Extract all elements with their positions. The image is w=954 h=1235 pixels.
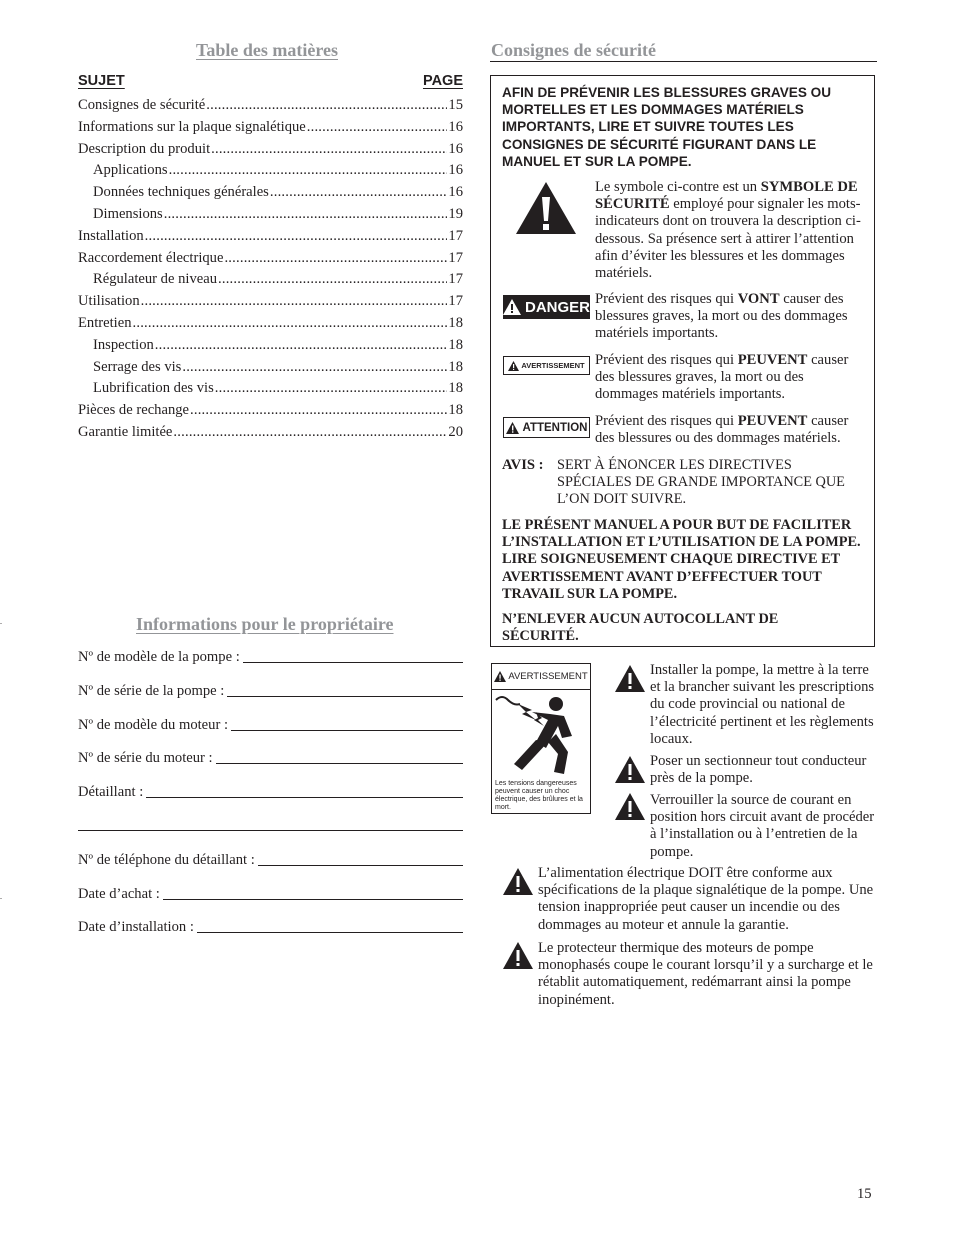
toc-entry-page: 17 (448, 227, 463, 244)
shock-sign-triangle-icon (494, 671, 506, 682)
toc-entry-label: Applications (93, 162, 168, 179)
fill-line[interactable] (231, 730, 463, 731)
toc-leader-dots (133, 313, 448, 335)
caution-label (503, 417, 590, 438)
fill-line[interactable] (227, 696, 463, 697)
toc-entry[interactable] (78, 139, 463, 161)
toc-leader-dots (224, 248, 447, 270)
toc-entry-page: 16 (448, 118, 463, 135)
toc-entry-page: 18 (448, 336, 463, 353)
toc-entry-label: Régulateur de niveau (93, 271, 217, 288)
toc-entry[interactable] (78, 160, 463, 182)
field-label: Détaillant : (78, 784, 144, 800)
danger-text-bold: VONT (737, 291, 780, 307)
danger-text-part: causer des blessures graves, la mort ou des dommages matériels importants. (595, 291, 848, 342)
toc-entry-page: 18 (448, 358, 463, 375)
toc-entry[interactable] (78, 226, 463, 248)
toc-leader-dots (141, 291, 448, 313)
avis-label: AVIS : (502, 457, 544, 473)
toc-leader-dots (164, 204, 448, 226)
danger-description (595, 291, 865, 343)
toc-page-header: PAGE (422, 73, 463, 89)
toc-entry[interactable] (78, 117, 463, 139)
toc-entry-page: 17 (448, 293, 463, 310)
margin-mark: . (0, 892, 2, 901)
shock-sign-label: AVERTISSEMENT (508, 671, 588, 682)
symbol-text-bold: SYMBOLE DE SÉCURITÉ (595, 179, 858, 213)
toc-entry-page: 18 (448, 402, 463, 419)
toc-leader-dots (211, 139, 447, 161)
fill-line[interactable] (258, 865, 463, 866)
warning-thermal-protector: Le protecteur thermique des moteurs de pompe monophasés coupe le courant lorsqu’il y a surcharge et le rétablit automatiquement, redémarrant ainsi la pompe inopinément. (538, 940, 873, 1008)
safety-title: Consignes de sécurité (491, 40, 656, 60)
field-label: Nº de série de la pompe : (78, 683, 225, 699)
warning-grounding: Installer la pompe, la mettre à la terre et la brancher suivant les prescriptions du code provincial ou national de l’électricité pertinent et les règlements locaux. (650, 662, 875, 747)
warning-triangle-icon (615, 665, 645, 692)
toc-entry-label: Pièces de rechange (78, 402, 190, 419)
warning-lockout: Verrouiller la source de courant en position hors circuit avant de procéder à l’installation ou à l’entretien de la pompe. (650, 792, 875, 860)
toc-entry-page: 19 (448, 205, 463, 222)
field-motor-serial[interactable] (78, 747, 463, 767)
toc-entry[interactable] (78, 291, 463, 313)
warning-triangle-icon (503, 868, 533, 895)
toc-leader-dots (182, 357, 447, 379)
warning-text-bold: PEUVENT (737, 352, 808, 368)
warning-triangle-icon (508, 361, 519, 371)
warning-description (595, 352, 865, 404)
warning-label-text: AVERTISSEMENT (521, 361, 585, 370)
toc-leader-dots (218, 269, 447, 291)
toc-entry-label: Garantie limitée (78, 423, 173, 440)
toc-entry[interactable] (78, 357, 463, 379)
toc-entry-label: Lubrification des vis (93, 380, 214, 397)
sticker-notice: N’ENLEVER AUCUN AUTOCOLLANT DE SÉCURITÉ. (502, 611, 779, 645)
toc-leader-dots (270, 182, 448, 204)
toc-entry-page: 16 (448, 184, 463, 201)
toc-leader-dots (206, 95, 447, 117)
owner-info-title: Informations pour le propriétaire (136, 614, 394, 634)
page-number: 15 (857, 1186, 872, 1202)
field-label: Date d’installation : (78, 919, 194, 935)
table-of-contents (78, 73, 463, 444)
field-label: Nº de série du moteur : (78, 750, 213, 766)
toc-entry[interactable] (78, 182, 463, 204)
safety-definitions-box (490, 75, 875, 647)
toc-leader-dots (145, 226, 448, 248)
toc-entry-page: 17 (448, 249, 463, 266)
safety-alert-symbol-icon (515, 181, 577, 235)
toc-entry-label: Consignes de sécurité (78, 97, 206, 113)
toc-entry-label: Inspection (93, 336, 154, 353)
caution-text-part: Prévient des risques qui (595, 413, 738, 429)
toc-leader-dots (155, 335, 448, 357)
field-purchase-date[interactable] (78, 883, 463, 903)
field-label: Date d’achat : (78, 886, 160, 902)
electric-shock-icon (492, 690, 590, 778)
toc-entry-label: Description du produit (78, 140, 211, 157)
danger-triangle-icon (503, 299, 521, 315)
toc-entry[interactable] (78, 400, 463, 422)
caution-text-part: causer des blessures ou des dommages matériels. (595, 413, 849, 447)
shock-sign-header (492, 664, 590, 690)
toc-entry[interactable] (78, 335, 463, 357)
toc-title: Table des matières (196, 40, 338, 60)
toc-entry[interactable] (78, 378, 463, 400)
toc-subject-header: SUJET (78, 73, 125, 89)
field-dealer[interactable] (78, 781, 463, 801)
toc-entry-label: Installation (78, 227, 144, 244)
field-pump-serial[interactable] (78, 680, 463, 700)
field-label: Nº de téléphone du détaillant : (78, 852, 255, 868)
toc-entry[interactable] (78, 313, 463, 335)
field-label: Nº de modèle de la pompe : (78, 649, 240, 665)
toc-entry[interactable] (78, 422, 463, 444)
toc-entry-label: Données techniques générales (93, 184, 269, 201)
toc-entry-page: 20 (448, 423, 463, 440)
margin-mark: . (0, 617, 2, 626)
field-motor-model[interactable] (78, 714, 463, 734)
warning-power-supply: L’alimentation électrique DOIT être conforme aux spécifications de la plaque signalétique de la pompe. Une tension inappropriée peut causer un incendie ou des dommages au moteur et annule la garantie. (538, 865, 874, 933)
toc-entry-page: 15 (448, 97, 463, 113)
toc-entry-label: Dimensions (93, 205, 163, 222)
toc-entry-page: 16 (448, 140, 463, 157)
toc-entry-label: Serrage des vis (93, 358, 182, 375)
fill-line[interactable] (216, 763, 463, 764)
danger-text-part: Prévient des risques qui (595, 291, 738, 307)
toc-leader-dots (307, 117, 448, 139)
toc-leader-dots (215, 378, 448, 400)
safety-title-rule (490, 61, 877, 62)
danger-label-text: DANGER (524, 298, 590, 316)
warning-disconnect: Poser un sectionneur tout conducteur près de la pompe. (650, 753, 867, 787)
toc-entry-label: Informations sur la plaque signalétique (78, 118, 306, 135)
safety-symbol-description (595, 179, 865, 282)
toc-entry-page: 18 (448, 380, 463, 397)
toc-leader-dots (173, 422, 447, 444)
field-pump-model[interactable] (78, 646, 463, 666)
caution-label-text: ATTENTION (522, 421, 588, 434)
warning-label (503, 356, 590, 375)
field-label: Nº de modèle du moteur : (78, 717, 229, 733)
fill-line[interactable] (163, 899, 463, 900)
warning-triangle-icon (615, 756, 645, 783)
caution-text-bold: PEUVENT (737, 413, 808, 429)
field-dealer-phone[interactable] (78, 849, 463, 869)
toc-leader-dots (190, 400, 447, 422)
warning-text-part: causer des blessures graves, la mort ou des dommages matériels importants. (595, 352, 849, 403)
toc-entry[interactable] (78, 269, 463, 291)
manual-purpose-notice: LE PRÉSENT MANUEL A POUR BUT DE FACILITER L’INSTALLATION ET L’UTILISATION DE LA POMPE. LIRE SOIGNEUSEMENT CHAQUE DIRECTIVE ET AVERTISSEMENT AVANT D’EFFECTUER TOUT TRAVAIL SUR LA POMPE. (502, 517, 861, 602)
danger-label (503, 295, 590, 319)
caution-triangle-icon (506, 422, 519, 434)
toc-entry[interactable] (78, 95, 463, 117)
toc-entry-label: Utilisation (78, 293, 140, 310)
toc-entry-page: 16 (448, 162, 463, 179)
shock-sign-caption: Les tensions dangereuses peuvent causer un choc électrique, des brûlures et la mort. (495, 780, 583, 811)
toc-entry[interactable] (78, 204, 463, 226)
symbol-text-part: employé pour signaler les mots-indicateurs dont on trouvera la description ci-dessous. Sa présence sert à attirer l’attention afin d’éviter les blessures et les dommages matériels. (595, 196, 861, 282)
fill-line[interactable] (146, 797, 463, 798)
toc-entry-page: 18 (448, 314, 463, 331)
dealer-extra-line[interactable] (78, 830, 463, 831)
toc-header-row (78, 73, 463, 95)
toc-list (78, 95, 463, 444)
shock-warning-sign (491, 663, 591, 814)
warning-triangle-icon (503, 942, 533, 969)
safety-box-heading: AFIN DE PRÉVENIR LES BLESSURES GRAVES OU MORTELLES ET LES DOMMAGES MATÉRIELS IMPORTANTS, LIRE ET SUIVRE TOUTES LES CONSIGNES DE SÉCURITÉ FIGURANT DANS LE MANUEL ET SUR LA POMPE. (502, 85, 832, 169)
toc-entry-page: 17 (448, 271, 463, 288)
toc-entry-label: Raccordement électrique (78, 249, 224, 266)
fill-line[interactable] (197, 932, 463, 933)
fill-line[interactable] (243, 662, 463, 663)
toc-entry-label: Entretien (78, 314, 132, 331)
warning-text-part: Prévient des risques qui (595, 352, 738, 368)
avis-text: SERT À ÉNONCER LES DIRECTIVES SPÉCIALES DE GRANDE IMPORTANCE QUE L’ON DOIT SUIVRE. (557, 457, 845, 508)
caution-description (595, 413, 865, 447)
toc-entry[interactable] (78, 248, 463, 270)
field-install-date[interactable] (78, 916, 463, 936)
toc-leader-dots (169, 160, 448, 182)
warning-triangle-icon (615, 793, 645, 820)
symbol-text-part: Le symbole ci-contre est un (595, 179, 761, 195)
